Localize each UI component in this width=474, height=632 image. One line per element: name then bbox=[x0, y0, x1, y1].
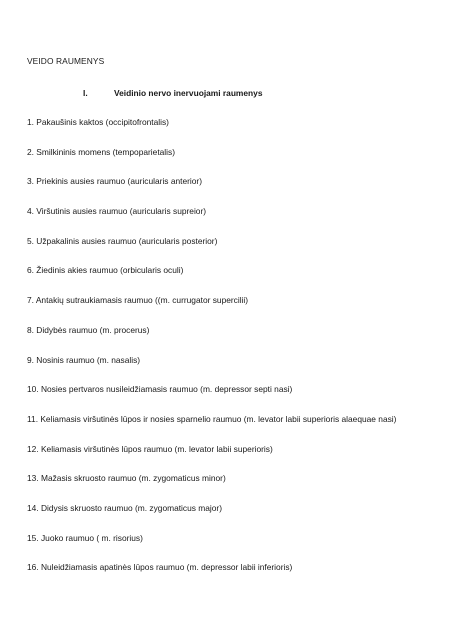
document-title: VEIDO RAUMENYS bbox=[27, 56, 105, 66]
section-numeral: I. bbox=[83, 88, 88, 98]
list-item: 13. Mažasis skruosto raumuo (m. zygomaticus minor) bbox=[27, 473, 226, 484]
list-item: 2. Smilkininis momens (tempoparietalis) bbox=[27, 146, 176, 157]
list-item: 14. Didysis skruosto raumuo (m. zygomaticus major) bbox=[27, 502, 223, 513]
list-item: 5. Užpakalinis ausies raumuo (auricularis posterior) bbox=[27, 235, 218, 246]
section-heading-text: Veidinio nervo inervuojami raumenys bbox=[114, 88, 263, 98]
list-item: 8. Didybės raumuo (m. procerus) bbox=[27, 324, 150, 335]
list-item: 12. Keliamasis viršutinės lūpos raumuo (m. levator labii superioris) bbox=[27, 443, 273, 454]
list-item: 11. Keliamasis viršutinės lūpos ir nosies sparnelio raumuo (m. levator labii superioris alaequae nasi) bbox=[27, 413, 397, 424]
list-item: 15. Juoko raumuo ( m. risorius) bbox=[27, 532, 143, 543]
list-item: 9. Nosinis raumuo (m. nasalis) bbox=[27, 354, 141, 365]
list-item: 6. Žiedinis akies raumuo (orbicularis oculi) bbox=[27, 265, 184, 276]
list-item: 7. Antakių sutraukiamasis raumuo ((m. currugator supercilii) bbox=[27, 295, 249, 306]
list-item: 4. Viršutinis ausies raumuo (auricularis supreior) bbox=[27, 206, 207, 217]
list-item: 16. Nuleidžiamasis apatinės lūpos raumuo (m. depressor labii inferioris) bbox=[27, 562, 293, 573]
list-item: 3. Priekinis ausies raumuo (auricularis anterior) bbox=[27, 176, 203, 187]
list-item: 10. Nosies pertvaros nusileidžiamasis raumuo (m. depressor septi nasi) bbox=[27, 384, 293, 395]
muscle-list bbox=[27, 117, 467, 592]
list-item: 1. Pakaušinis kaktos (occipitofrontalis) bbox=[27, 117, 169, 127]
